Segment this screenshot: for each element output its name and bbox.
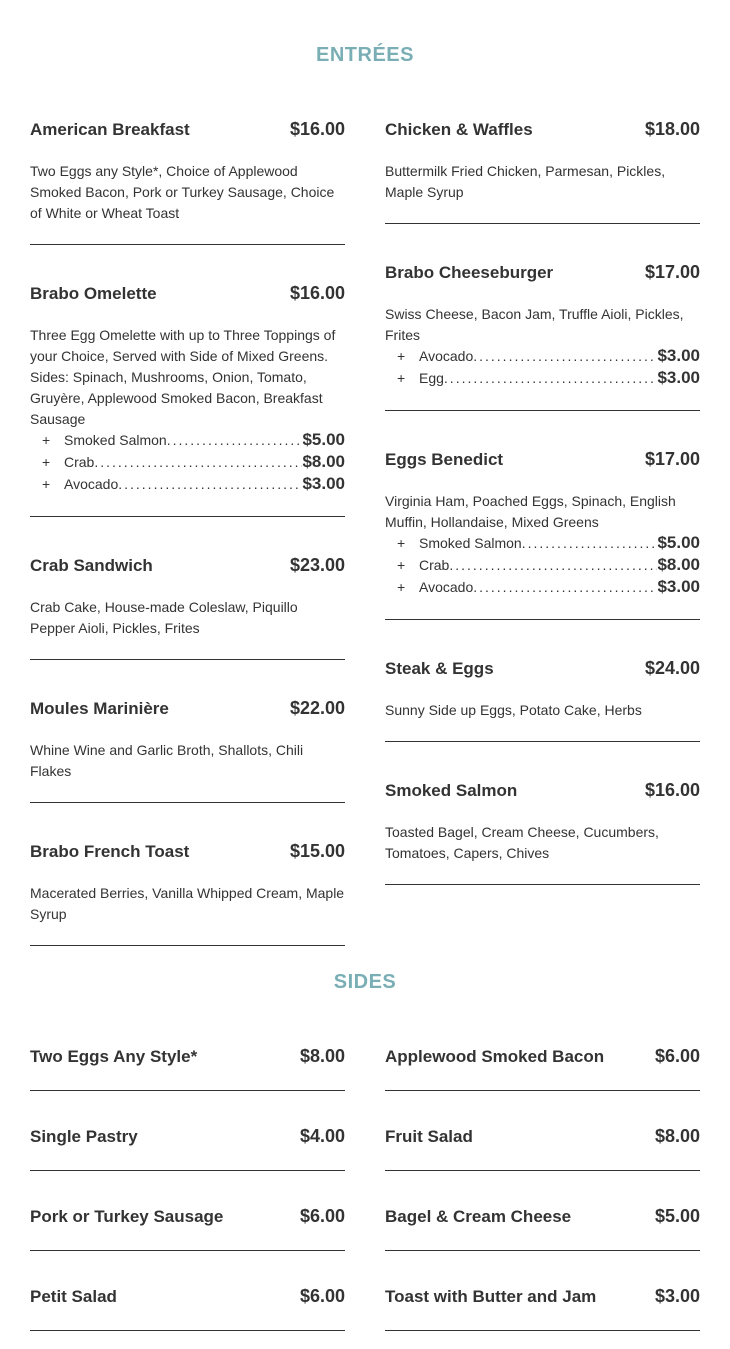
menu-item-name: Steak & Eggs (385, 659, 494, 678)
dot-leader (444, 370, 658, 386)
menu-item-header (30, 555, 345, 579)
dot-leader (94, 454, 302, 470)
addon-name: Avocado (419, 348, 474, 364)
side-item-header (385, 1126, 700, 1150)
menu-item-price: $24.00 (644, 658, 700, 678)
menu-item-name: Crab Sandwich (30, 556, 153, 575)
addon-name: Avocado (419, 579, 474, 595)
menu-item-header (30, 841, 345, 865)
side-item-header (385, 1286, 700, 1310)
addon-price: $8.00 (302, 452, 345, 471)
addon-price: $3.00 (657, 346, 700, 365)
menu-item-name: Smoked Salmon (385, 781, 518, 800)
side-item-header (385, 1046, 700, 1070)
menu-item-price: $15.00 (289, 841, 345, 861)
side-item (30, 1189, 345, 1251)
addon-price: $3.00 (657, 577, 700, 596)
addon-name: Smoked Salmon (64, 432, 167, 448)
addon-name: Crab (419, 557, 450, 573)
addon-name: Crab (64, 454, 95, 470)
menu-item-name: American Breakfast (30, 120, 190, 139)
menu-item-price: $16.00 (289, 119, 345, 139)
menu-item-name: Brabo French Toast (30, 842, 190, 861)
side-item (385, 1029, 700, 1091)
menu-item-description: Sunny Side up Eggs, Potato Cake, Herbs (385, 702, 642, 718)
addon-plus: + (397, 348, 406, 364)
addon-price: $3.00 (657, 368, 700, 387)
addon-price: $5.00 (302, 430, 345, 449)
menu-item-description: Crab Cake, House-made Coleslaw, Piquillo Pepper Aioli, Pickles, Frites (30, 599, 298, 636)
addon-name: Avocado (64, 476, 119, 492)
menu-item-header (30, 698, 345, 722)
menu-item (30, 680, 345, 803)
entrees-right-column (385, 101, 700, 905)
side-item-price: $8.00 (299, 1046, 345, 1066)
menu-item-header (30, 119, 345, 143)
addon-price: $3.00 (302, 474, 345, 493)
menu-item-price: $16.00 (289, 283, 345, 303)
addon-row (30, 474, 345, 496)
menu-item-name: Chicken & Waffles (385, 120, 533, 139)
menu-item-name: Brabo Cheeseburger (385, 263, 554, 282)
addon-row (385, 368, 700, 390)
side-item-price: $6.00 (299, 1286, 345, 1306)
side-item-name: Petit Salad (30, 1287, 117, 1306)
side-item-price: $3.00 (654, 1286, 700, 1306)
dot-leader (449, 557, 657, 573)
side-item (30, 1269, 345, 1331)
menu-item (30, 537, 345, 660)
menu-item-price: $16.00 (644, 780, 700, 800)
menu-item (30, 101, 345, 245)
dot-leader (118, 476, 302, 492)
menu-item-description: Two Eggs any Style*, Choice of Applewood Smoked Bacon, Pork or Turkey Sausage, Choice of White or Wheat Toast (30, 163, 335, 221)
menu-item-header (385, 780, 700, 804)
menu-item (30, 823, 345, 946)
side-item-name: Fruit Salad (385, 1127, 473, 1146)
addon-row (385, 533, 700, 555)
side-item-name: Pork or Turkey Sausage (30, 1207, 224, 1226)
menu-item-description: Whine Wine and Garlic Broth, Shallots, Chili Flakes (30, 742, 304, 779)
side-item-name: Applewood Smoked Bacon (385, 1047, 605, 1066)
addon-list (385, 533, 700, 599)
side-item-name: Single Pastry (30, 1127, 138, 1146)
addon-plus: + (397, 579, 406, 595)
dot-leader (522, 535, 658, 551)
menu-item-name: Eggs Benedict (385, 450, 504, 469)
addon-row (30, 452, 345, 474)
addon-list (30, 430, 345, 496)
menu-item-description: Three Egg Omelette with up to Three Toppings of your Choice, Served with Side of Mixed Greens. Sides: Spinach, Mushrooms, Onion, Tomato, Gruyère, Applewood Smoked Bacon, Breakfast Sausage (30, 327, 336, 427)
addon-plus: + (397, 370, 406, 386)
menu-item-name: Brabo Omelette (30, 284, 157, 303)
side-item-header (30, 1286, 345, 1310)
addon-row (385, 555, 700, 577)
addon-row (385, 346, 700, 368)
side-item (30, 1029, 345, 1091)
menu-item-description: Toasted Bagel, Cream Cheese, Cucumbers, Tomatoes, Capers, Chives (385, 824, 659, 861)
menu-item (385, 762, 700, 885)
addon-price: $8.00 (657, 555, 700, 574)
addon-row (30, 430, 345, 452)
side-item-header (30, 1126, 345, 1150)
dot-leader (473, 348, 657, 364)
side-item-name: Toast with Butter and Jam (385, 1287, 597, 1306)
side-item-header (30, 1206, 345, 1230)
side-item-price: $4.00 (299, 1126, 345, 1146)
side-item (385, 1109, 700, 1171)
side-item-price: $6.00 (654, 1046, 700, 1066)
addon-price: $5.00 (657, 533, 700, 552)
side-item-price: $8.00 (654, 1126, 700, 1146)
menu-item-price: $23.00 (289, 555, 345, 575)
addon-plus: + (42, 476, 51, 492)
addon-plus: + (42, 432, 51, 448)
menu-item-price: $18.00 (644, 119, 700, 139)
side-item-header (385, 1206, 700, 1230)
menu-item-header (385, 449, 700, 473)
addon-name: Egg (419, 370, 444, 386)
menu-item-description: Swiss Cheese, Bacon Jam, Truffle Aioli, Pickles, Frites (385, 306, 684, 343)
addon-plus: + (397, 535, 406, 551)
side-item-name: Two Eggs Any Style* (30, 1047, 198, 1066)
addon-name: Smoked Salmon (419, 535, 522, 551)
side-item (30, 1109, 345, 1171)
menu-item-header (385, 658, 700, 682)
menu-item (385, 244, 700, 411)
side-item-price: $6.00 (299, 1206, 345, 1226)
side-item-name: Bagel & Cream Cheese (385, 1207, 572, 1226)
menu-item-description: Macerated Berries, Vanilla Whipped Cream, Maple Syrup (30, 885, 345, 922)
menu-item-header (385, 119, 700, 143)
sides-right-column (385, 1029, 700, 1349)
side-item (385, 1189, 700, 1251)
menu-item (385, 640, 700, 742)
addon-plus: + (42, 454, 51, 470)
menu-item-price: $17.00 (644, 449, 700, 469)
addon-plus: + (397, 557, 406, 573)
side-item-price: $5.00 (654, 1206, 700, 1226)
menu-item-price: $17.00 (644, 262, 700, 282)
side-item (385, 1269, 700, 1331)
entrees-left-column (30, 101, 345, 966)
sides-title: SIDES (333, 971, 397, 993)
menu-item-price: $22.00 (289, 698, 345, 718)
addon-list (385, 346, 700, 390)
menu-item-header (385, 262, 700, 286)
dot-leader (473, 579, 657, 595)
menu-item (385, 431, 700, 620)
side-item-header (30, 1046, 345, 1070)
addon-row (385, 577, 700, 599)
menu-item (385, 101, 700, 224)
dot-leader (167, 432, 303, 448)
menu-item-header (30, 283, 345, 307)
sides-left-column (30, 1029, 345, 1349)
menu-item (30, 265, 345, 517)
entrees-title: ENTRÉES (316, 44, 414, 66)
menu-item-description: Buttermilk Fried Chicken, Parmesan, Pickles, Maple Syrup (385, 163, 666, 200)
menu-item-description: Virginia Ham, Poached Eggs, Spinach, English Muffin, Hollandaise, Mixed Greens (385, 493, 676, 530)
menu-item-name: Moules Marinière (30, 699, 169, 718)
